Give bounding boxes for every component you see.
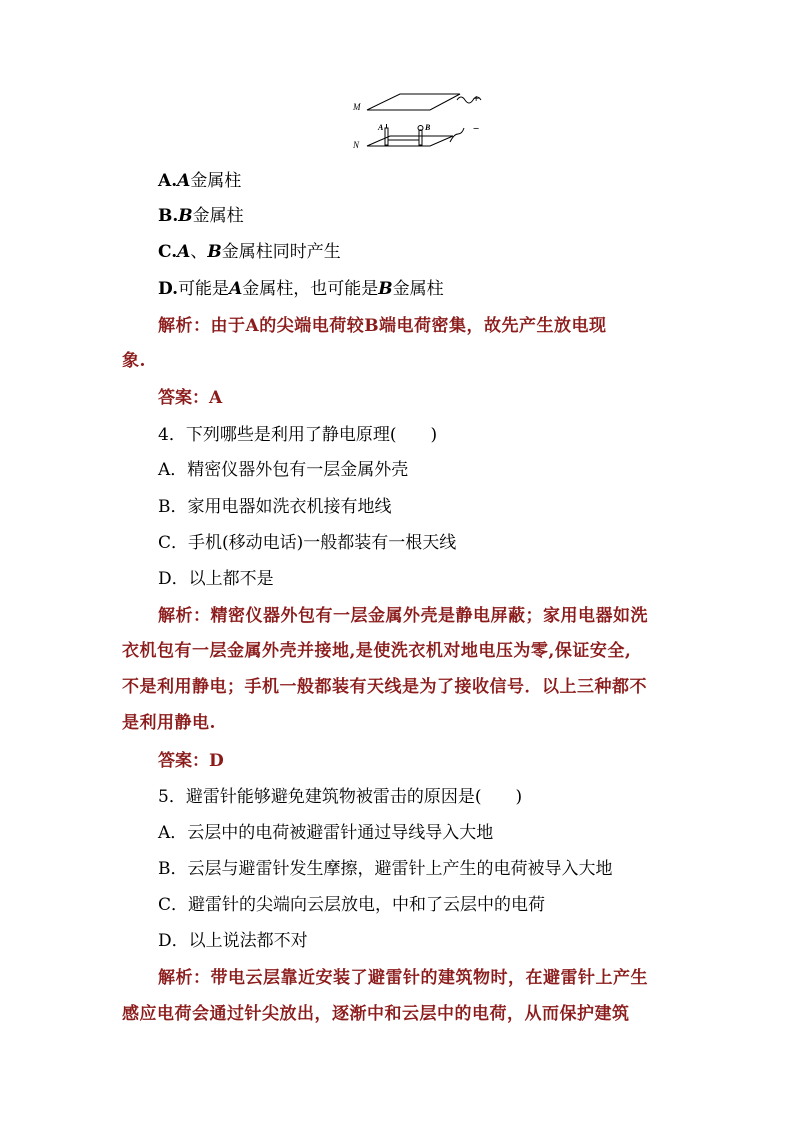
- q3-analysis: 解析：由于A的尖端电荷较B端电荷密集，故先产生放电现: [158, 316, 607, 336]
- label-B: B: [425, 123, 431, 132]
- q4-analysis-cont-2: 不是利用静电；手机一般都装有天线是为了接收信号．以上三种都不: [122, 677, 647, 697]
- q5-option-c: C．避雷针的尖端向云层放电，中和了云层中的电荷: [158, 895, 546, 915]
- q5-option-d: D．以上说法都不对: [158, 931, 308, 951]
- q4-analysis: 解析：精密仪器外包有一层金属外壳是静电屏蔽；家用电器如洗: [158, 606, 648, 626]
- q5-option-b: B．云层与避雷针发生摩擦，避雷针上产生的电荷被导入大地: [158, 859, 613, 879]
- label-plus: +: [473, 93, 480, 105]
- q5-analysis: 解析：带电云层靠近安装了避雷针的建筑物时，在避雷针上产生: [158, 968, 648, 988]
- q5-stem: 5．避雷针能够避免建筑物被雷击的原因是( ): [158, 787, 523, 807]
- capacitor-diagram: [345, 88, 495, 154]
- q3-analysis-cont: 象.: [122, 351, 146, 371]
- q4-answer: 答案：D: [158, 751, 224, 771]
- q4-analysis-cont-1: 衣机包有一层金属外壳并接地,是使洗衣机对地电压为零,保证安全,: [122, 641, 632, 661]
- q4-option-a: A．精密仪器外包有一层金属外壳: [158, 460, 409, 480]
- label-N: N: [353, 140, 360, 150]
- q5-analysis-cont: 感应电荷会通过针尖放出，逐渐中和云层中的电荷，从而保护建筑: [122, 1004, 630, 1024]
- q3-option-a: A.A金属柱: [158, 171, 242, 191]
- q5-option-a: A．云层中的电荷被避雷针通过导线导入大地: [158, 823, 494, 843]
- q4-option-b: B．家用电器如洗衣机接有地线: [158, 497, 392, 517]
- q4-analysis-cont-3: 是利用静电.: [122, 713, 216, 733]
- q3-answer: 答案：A: [158, 388, 223, 408]
- label-A: A: [378, 123, 384, 132]
- q4-option-d: D．以上都不是: [158, 569, 274, 589]
- q3-option-b: B.B金属柱: [158, 206, 244, 226]
- q3-option-c: C.A、B金属柱同时产生: [158, 242, 341, 262]
- q4-stem: 4．下列哪些是利用了静电原理( ): [158, 425, 438, 445]
- q3-option-d: D.可能是A金属柱，也可能是B金属柱: [158, 279, 444, 299]
- label-minus: −: [473, 123, 480, 135]
- label-M: M: [353, 102, 361, 112]
- q4-option-c: C．手机(移动电话)一般都装有一根天线: [158, 533, 457, 553]
